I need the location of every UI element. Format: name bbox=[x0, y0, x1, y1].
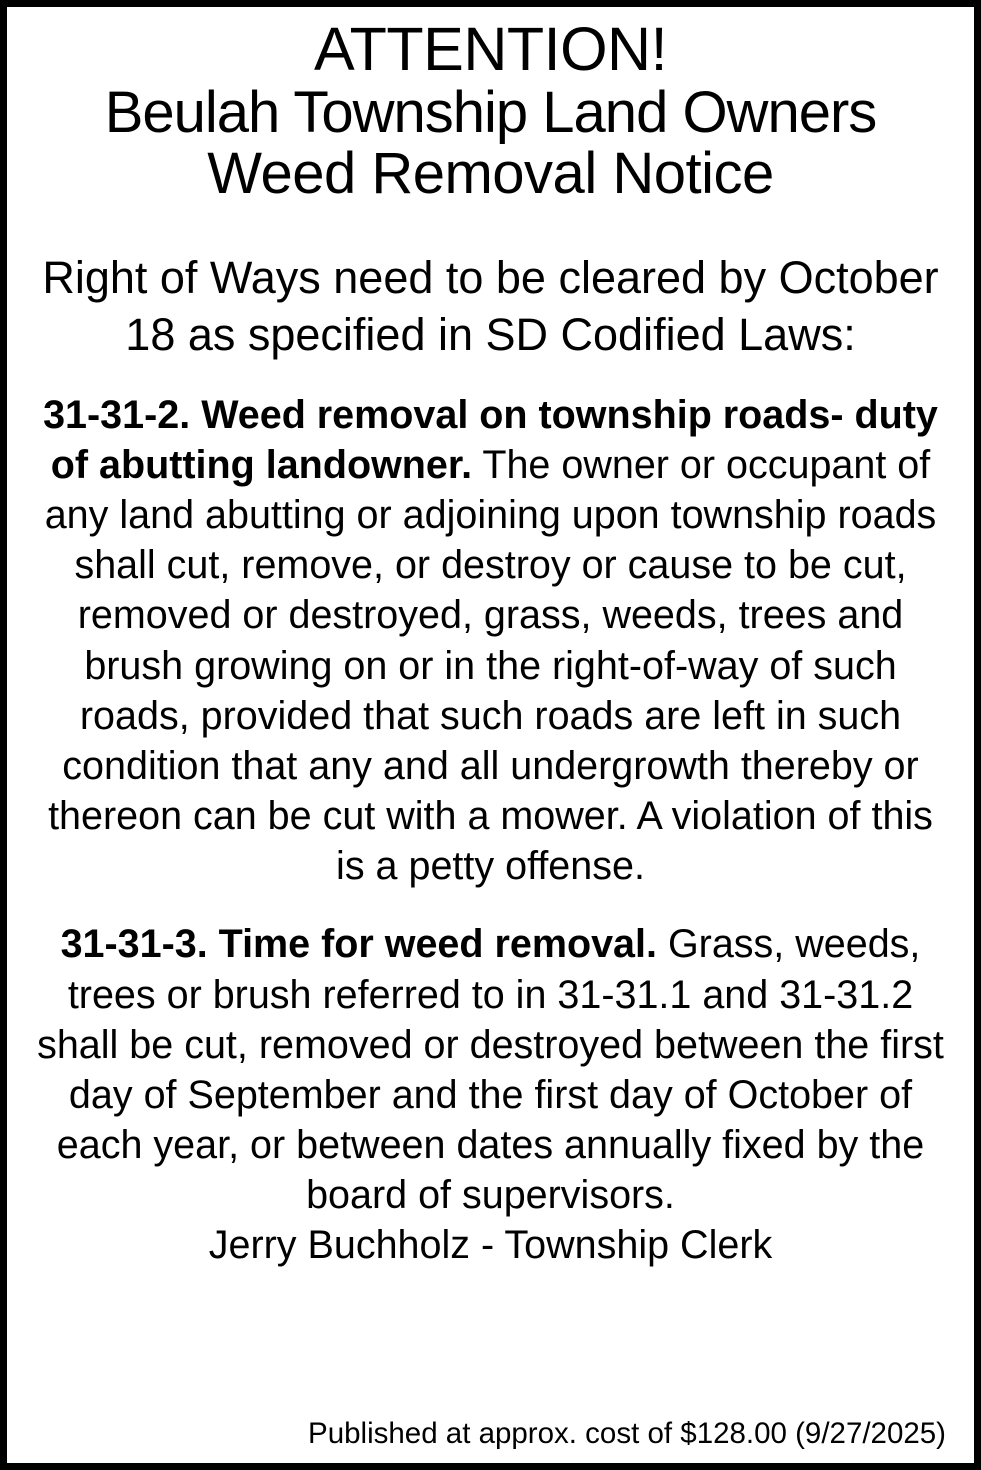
statute-31-31-3-heading: 31-31-3. Time for weed removal. bbox=[60, 922, 657, 967]
headline-subject: Weed Removal Notice bbox=[207, 141, 774, 207]
statute-31-31-3 bbox=[25, 919, 956, 1220]
notice-subheading: Right of Ways need to be cleared by October 18 as specified in SD Codified Laws: bbox=[42, 251, 939, 361]
statute-31-31-2-heading: 31-31-2. Weed removal on township roads- duty of abutting landowner. bbox=[43, 392, 938, 487]
headline-township: Beulah Township Land Owners bbox=[104, 79, 877, 145]
statute-31-31-2-body: The owner or occupant of any land abutting or adjoining upon township roads shall cut, remove, or destroy or cause to be cut, removed or destroyed, grass, weeds, trees and brush growing on or in the right-of-way of such roads, provided that such roads are left in such condition that any and all undergrowth thereby or thereon can be cut with a mower. A violation of this is a petty offense. bbox=[44, 442, 937, 889]
statute-31-31-2 bbox=[25, 390, 956, 892]
publication-cost-note: Published at approx. cost of $128.00 (9/27/2025) bbox=[308, 1417, 946, 1450]
statute-31-31-3-body: Grass, weeds, trees or brush referred to in 31-31.1 and 31-31.2 shall be cut, removed or destroyed between the first day of September and the first day of October of each year, or between dates annually fixed by the board of supervisors. bbox=[37, 922, 944, 1218]
headline-attention: ATTENTION! bbox=[313, 15, 668, 83]
page-title bbox=[25, 17, 956, 205]
signature-line: Jerry Buchholz - Township Clerk bbox=[208, 1223, 773, 1268]
